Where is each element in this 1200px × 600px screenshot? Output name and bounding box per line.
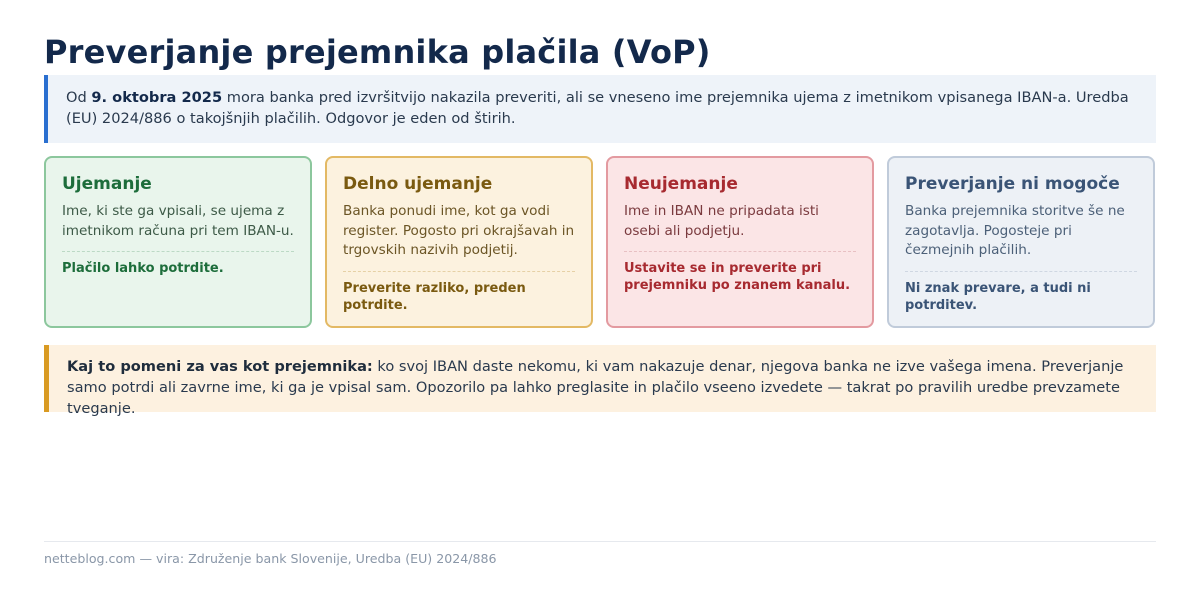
card-divider: [624, 251, 856, 252]
card-title: Preverjanje ni mogoče: [905, 174, 1120, 194]
card-partial-match: [325, 156, 593, 328]
card-title: Delno ujemanje: [343, 174, 493, 194]
card-match: [44, 156, 312, 328]
page: [44, 0, 1156, 600]
footer-divider: [44, 541, 1156, 542]
footer-source: netteblog.com — vira: Združenje bank Slovenije, Uredba (EU) 2024/886: [44, 551, 497, 566]
card-description: Banka prejemnika storitve še ne zagotavlja. Pogosteje pri čezmejnih plačilih.: [905, 203, 1125, 258]
card-title: Ujemanje: [62, 174, 152, 194]
card-divider: [343, 271, 575, 272]
note-lead: Kaj to pomeni za vas kot prejemnika:: [67, 358, 373, 375]
intro-callout: [44, 75, 1156, 143]
card-no-match: [606, 156, 874, 328]
intro-prefix: Od: [66, 89, 92, 106]
card-description: Ime, ki ste ga vpisali, se ujema z imetnikom računa pri tem IBAN-u.: [62, 203, 294, 239]
recipient-note: [44, 345, 1156, 417]
page-title: Preverjanje prejemnika plačila (VoP): [44, 33, 711, 71]
note-text: ko svoj IBAN daste nekomu, ki vam nakazuje denar, njegova banka ne izve vašega imena. Preverjanje samo potrdi ali zavrne ime, ki ga je vpisal sam. Opozorilo pa lahko preglasite in plačilo vseeno izvedete — takrat po pravilih uredbe prevzamete tveganje.: [67, 358, 1124, 417]
card-action: Ni znak prevare, a tudi ni potrditev.: [905, 280, 1091, 313]
card-title: Neujemanje: [624, 174, 738, 194]
card-action: Plačilo lahko potrdite.: [62, 261, 224, 276]
card-divider: [62, 251, 294, 252]
card-action: Preverite razliko, preden potrdite.: [343, 280, 526, 313]
card-description: Ime in IBAN ne pripadata isti osebi ali podjetju.: [624, 203, 819, 239]
result-cards: [44, 156, 1156, 328]
card-action: Ustavite se in preverite pri prejemniku po znanem kanalu.: [624, 261, 851, 293]
card-not-possible: [887, 156, 1155, 328]
card-divider: [905, 271, 1137, 272]
intro-text: mora banka pred izvršitvijo nakazila preveriti, ali se vneseno ime prejemnika ujema z imetnikom vpisanega IBAN-a. Uredba (EU) 2024/886 o takojšnjih plačilih. Odgovor je eden od štirih.: [66, 89, 1129, 127]
card-description: Banka ponudi ime, kot ga vodi register. Pogosto pri okrajšavah in trgovskih nazivih podjetij.: [343, 203, 575, 258]
intro-date: 9. oktobra 2025: [91, 89, 223, 106]
